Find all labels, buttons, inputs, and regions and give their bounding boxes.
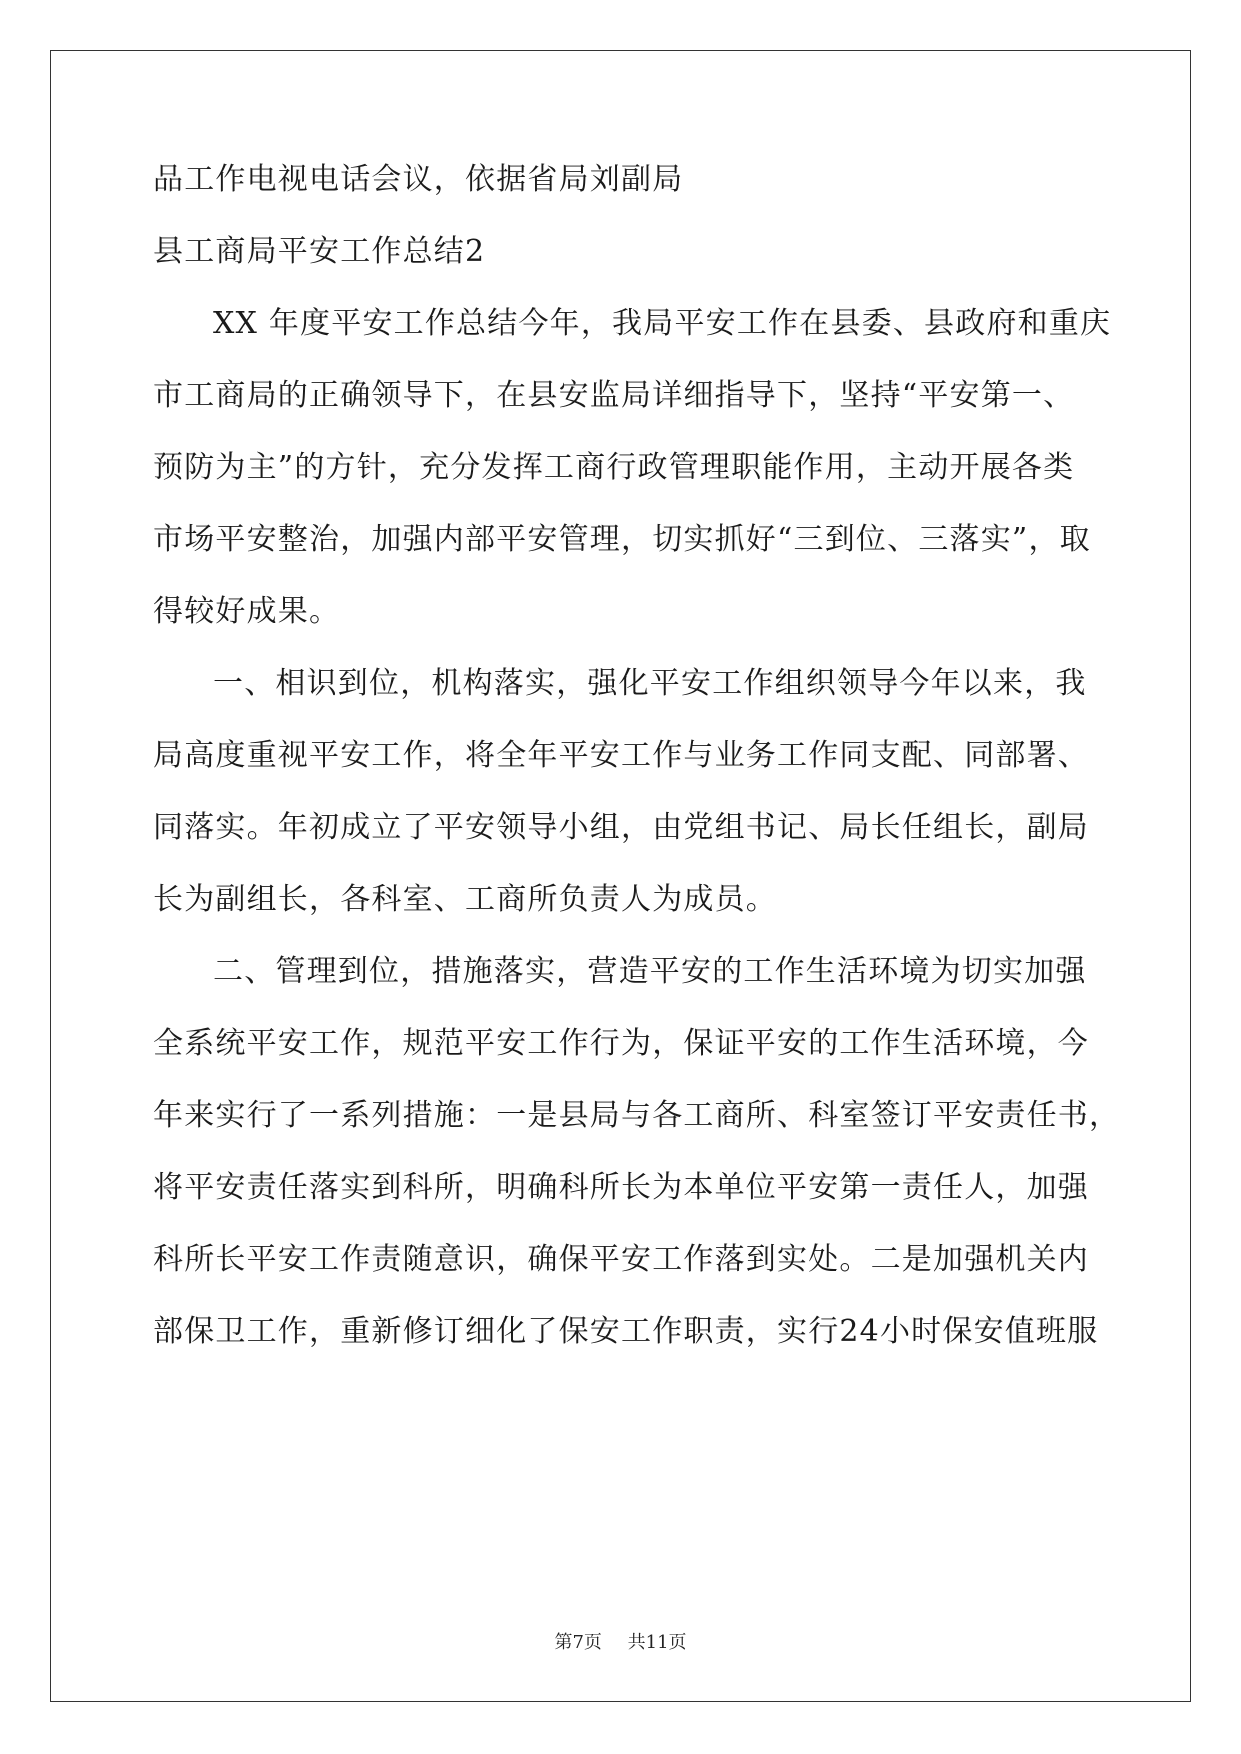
paragraph-one-line: 一、相识到位，机构落实，强化平安工作组织领导今年以来，我	[213, 666, 1087, 701]
paragraph-two-line: 二、管理到位，措施落实，营造平安的工作生活环境为切实加强	[213, 954, 1087, 989]
paragraph-intro-line: 市场平安整治，加强内部平安管理，切实抓好“三到位、三落实”，取	[153, 522, 1091, 557]
paragraph-intro-line: 预防为主”的方针，充分发挥工商行政管理职能作用，主动开展各类	[153, 450, 1075, 485]
paragraph-two-line: 部保卫工作，重新修订细化了保安工作职责，实行24小时保安值班服	[153, 1314, 1099, 1349]
paragraph-one-line: 长为副组长，各科室、工商所负责人为成员。	[153, 882, 777, 917]
paragraph-intro-line: 得较好成果。	[153, 594, 341, 629]
page-number-current: 第7页	[554, 1632, 602, 1653]
paragraph-one-line: 局高度重视平安工作，将全年平安工作与业务工作同支配、同部署、	[153, 738, 1089, 773]
text-line-continuation: 品工作电视电话会议，依据省局刘副局	[153, 162, 684, 197]
page-border	[50, 50, 1191, 1702]
paragraph-intro-line: 市工商局的正确领导下，在县安监局详细指导下，坚持“平安第一、	[153, 378, 1075, 413]
page-footer	[0, 1631, 1241, 1655]
section-heading: 县工商局平安工作总结2	[153, 234, 486, 269]
paragraph-one-line: 同落实。年初成立了平安领导小组，由党组书记、局长任组长，副局	[153, 810, 1089, 845]
paragraph-intro-line: XX 年度平安工作总结今年，我局平安工作在县委、县政府和重庆	[213, 306, 1112, 341]
paragraph-two-line: 科所长平安工作责随意识，确保平安工作落到实处。二是加强机关内	[153, 1242, 1089, 1277]
paragraph-two-line: 全系统平安工作，规范平安工作行为，保证平安的工作生活环境，今	[153, 1026, 1089, 1061]
paragraph-two-line: 将平安责任落实到科所，明确科所长为本单位平安第一责任人，加强	[153, 1170, 1089, 1205]
page-number-total: 共11页	[627, 1632, 687, 1653]
paragraph-two-line: 年来实行了一系列措施：一是县局与各工商所、科室签订平安责任书，	[153, 1098, 1121, 1133]
